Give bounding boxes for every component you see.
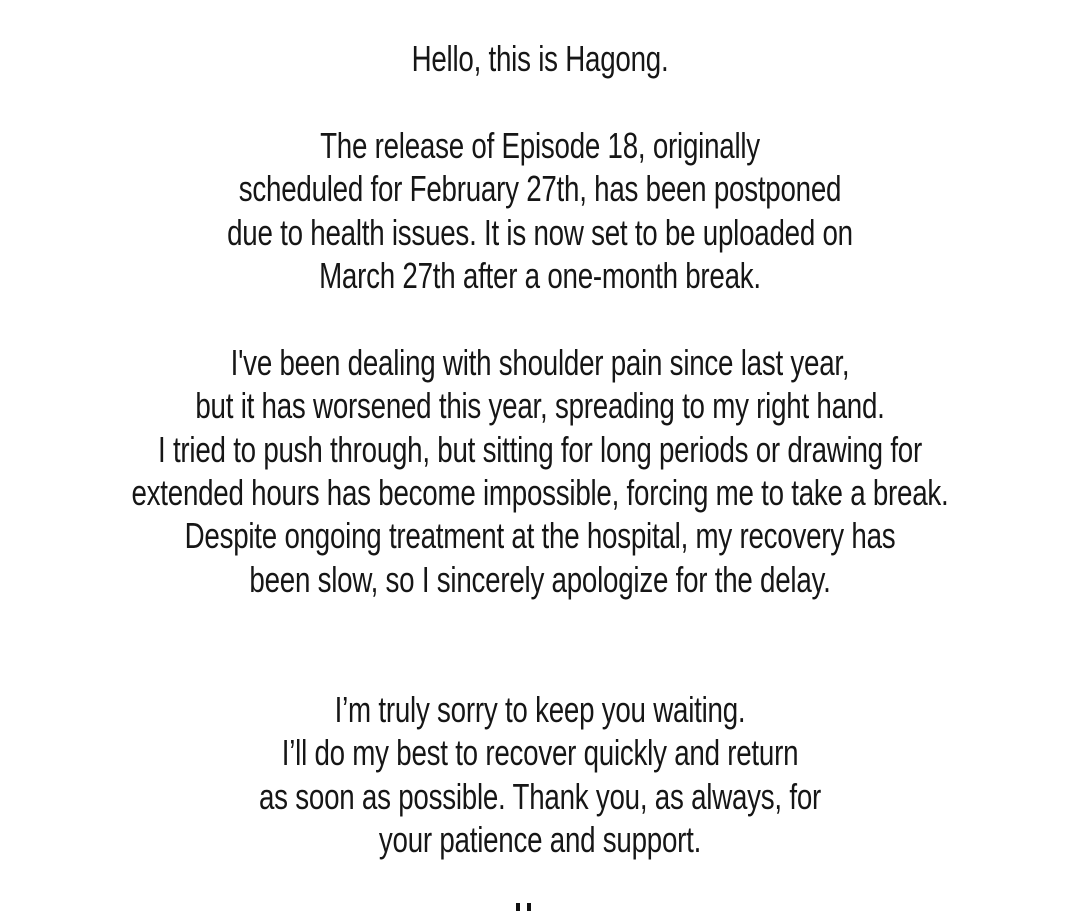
text-line: Despite ongoing treatment at the hospital, my recovery has — [184, 515, 896, 557]
text-line: scheduled for February 27th, has been postponed — [238, 168, 842, 210]
greeting-paragraph — [1, 37, 1079, 80]
text-line: I’ll do my best to recover quickly and return — [281, 732, 799, 774]
text-line: as soon as possible. Thank you, as always, for — [258, 775, 822, 817]
text-line: but it has worsened this year, spreading to my right hand. — [195, 385, 885, 427]
text-line: been slow, so I sincerely apologize for the delay. — [249, 558, 831, 600]
health-paragraph — [1, 341, 1079, 601]
text-line: I tried to push through, but sitting for long periods or drawing for — [158, 428, 922, 470]
text-line: due to health issues. It is now set to be uploaded on — [227, 211, 853, 253]
text-line: The release of Episode 18, originally — [320, 124, 760, 166]
apology-paragraph — [1, 688, 1079, 862]
text-line: Hello, this is Hagong. — [411, 38, 669, 79]
hiatus-notice — [1, 0, 1079, 862]
text-line: I’m truly sorry to keep you waiting. — [334, 689, 746, 731]
text-line: I've been dealing with shoulder pain since last year, — [230, 341, 850, 383]
schedule-paragraph — [1, 124, 1079, 298]
text-line: extended hours has become impossible, forcing me to take a break. — [131, 472, 949, 514]
text-line: March 27th after a one-month break. — [319, 255, 761, 297]
text-line: your patience and support. — [378, 819, 702, 861]
